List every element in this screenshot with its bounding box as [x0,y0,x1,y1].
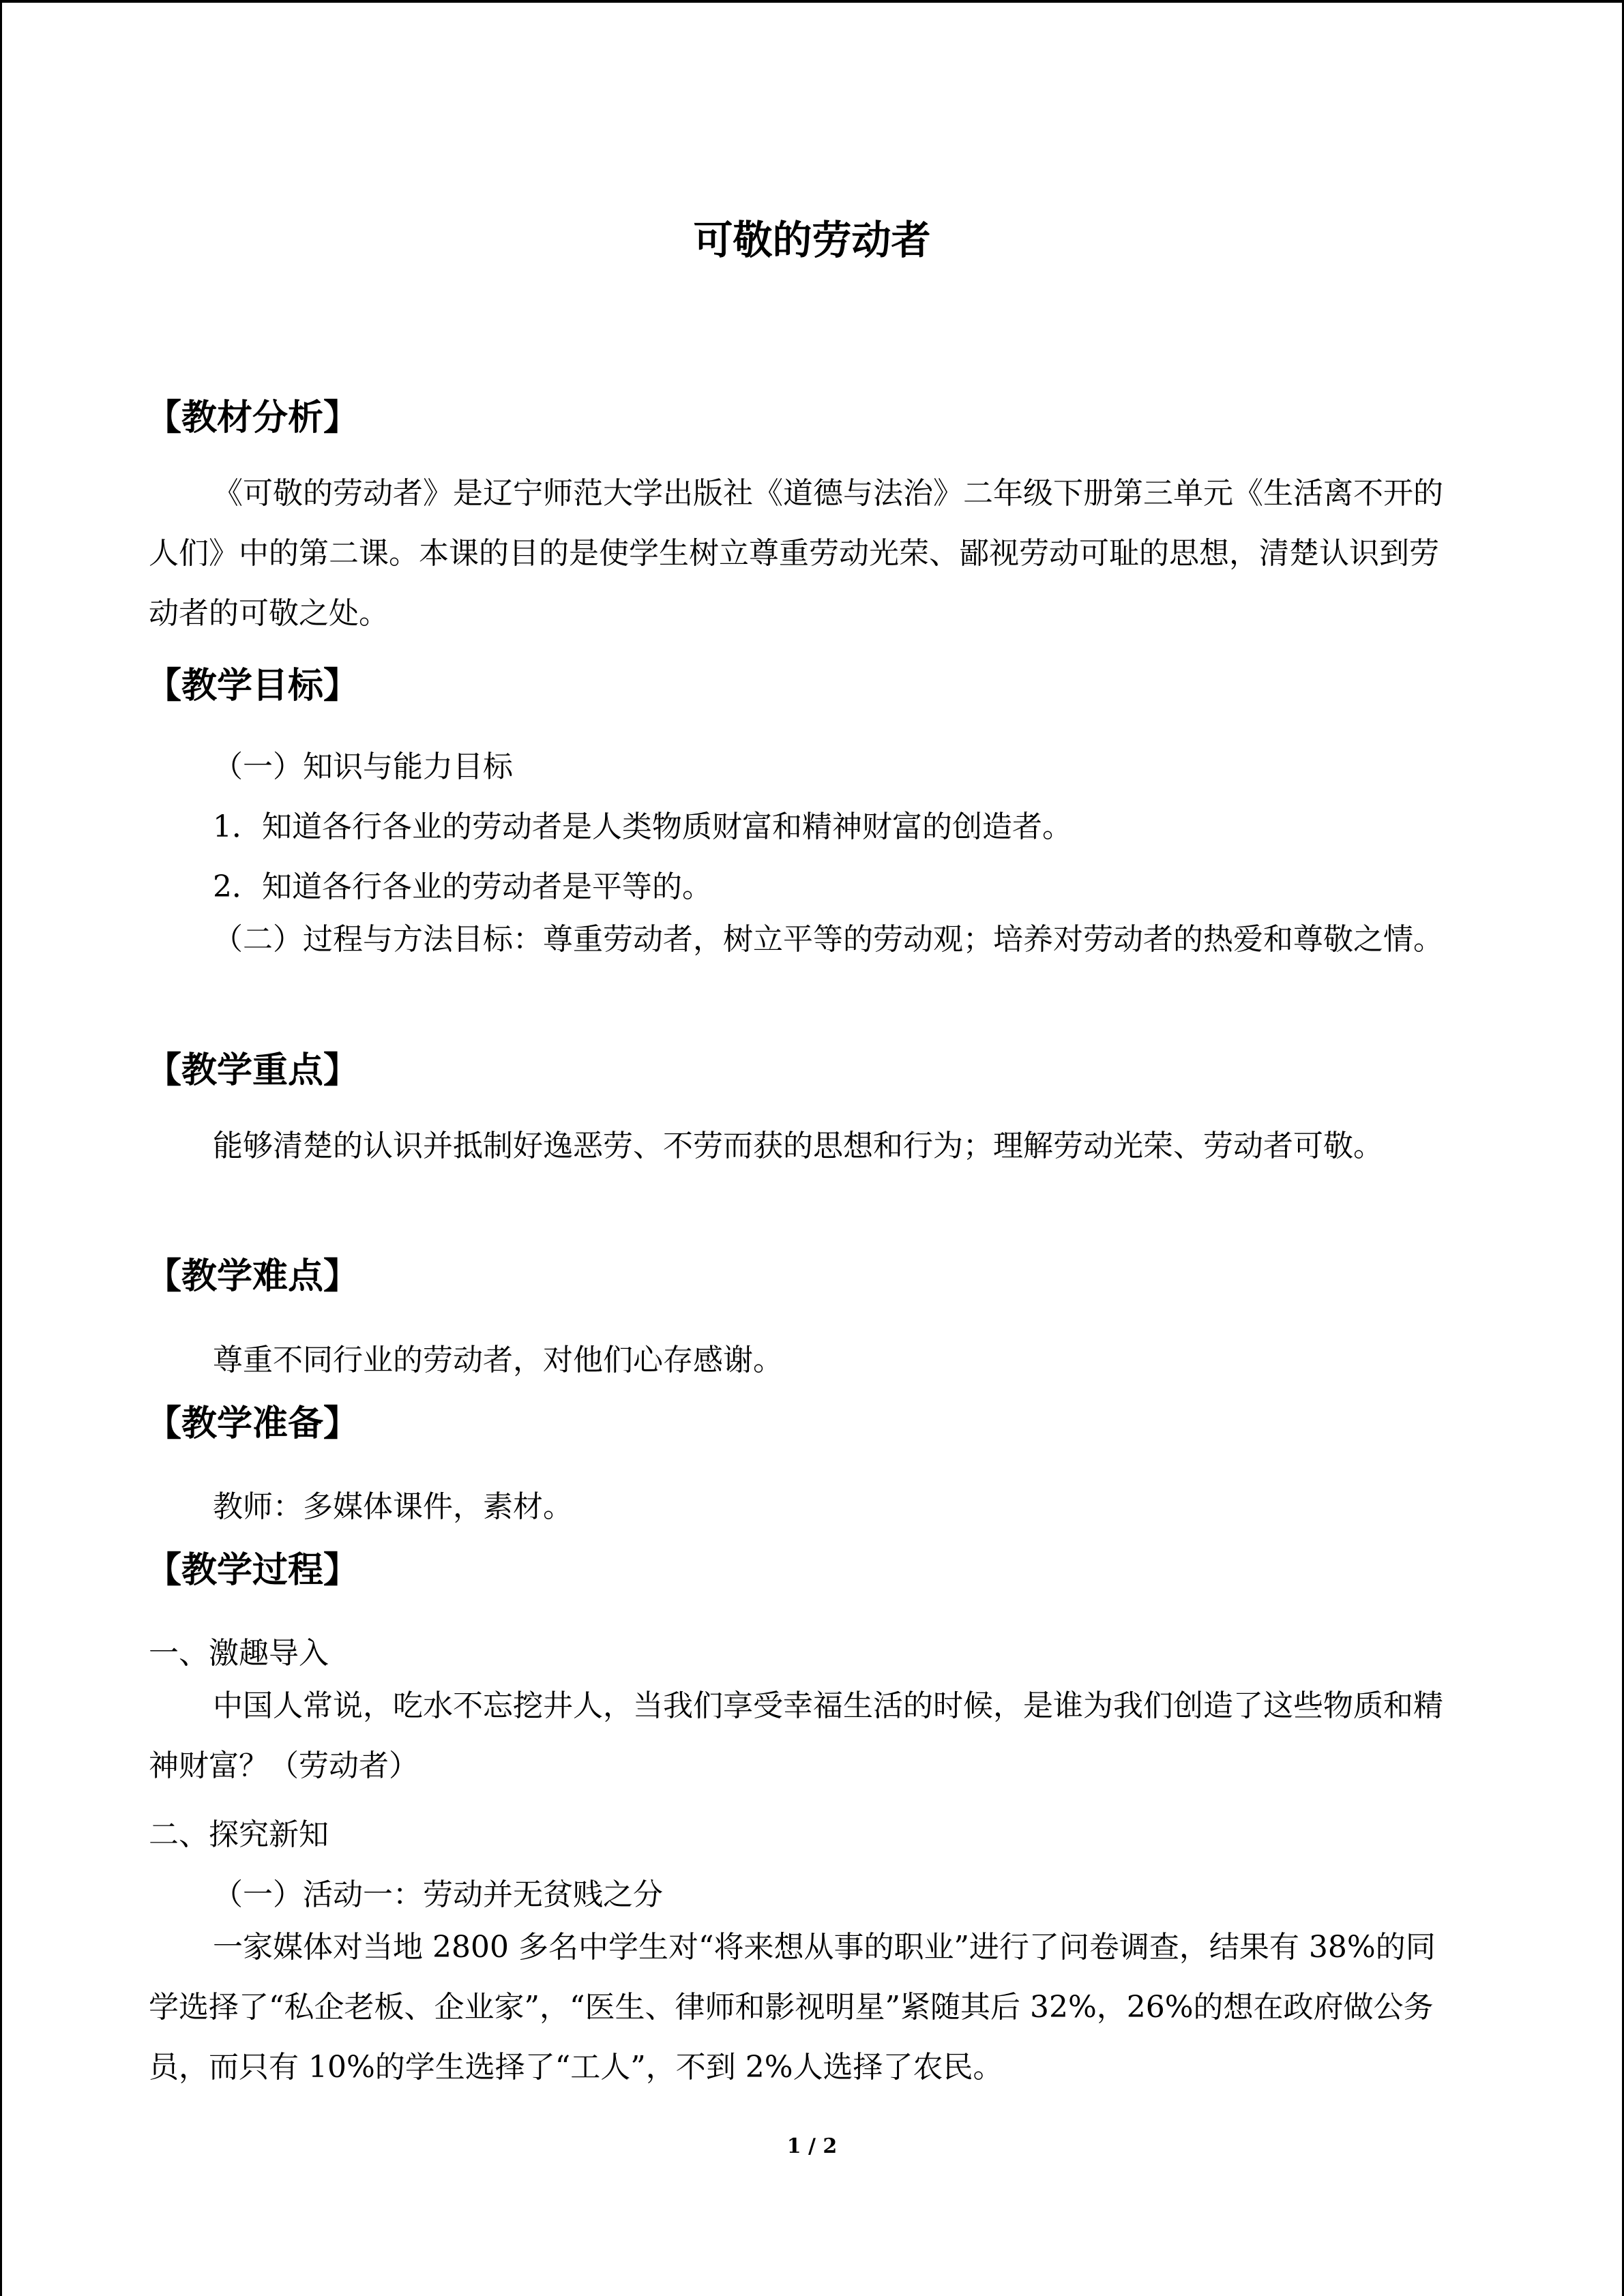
page-left-border [0,0,2,2296]
process-step1-paragraph: 中国人常说，吃水不忘挖井人，当我们享受幸福生活的时候，是谁为我们创造了这些物质和精神财富？（劳动者） [149,1688,1443,1783]
process-step1: 一、激趣导入 [149,1636,329,1671]
document-title: 可敬的劳动者 [693,217,931,263]
page-number: 1 / 2 [786,2134,838,2158]
goals-item1: 1．知道各行各业的劳动者是人类物质财富和精神财富的创造者。 [213,809,1072,844]
heading-process: 【教学过程】 [146,1549,359,1591]
difficulties-text: 尊重不同行业的劳动者，对他们心存感谢。 [213,1343,783,1377]
preparation-text: 教师：多媒体课件，素材。 [213,1489,573,1524]
analysis-paragraph: 《可敬的劳动者》是辽宁师范大学出版社《道德与法治》二年级下册第三单元《生活离不开的人们》中的第二课。本课的目的是使学生树立尊重劳动光荣、鄙视劳动可耻的思想，清楚认识到劳动者的可敬之处。 [149,476,1443,631]
heading-key-points: 【教学重点】 [146,1049,359,1091]
process-activity1: （一）活动一：劳动并无贫贱之分 [213,1877,663,1912]
key-points-paragraph: 能够清楚的认识并抵制好逸恶劳、不劳而获的思想和行为；理解劳动光荣、劳动者可敬。 [213,1129,1383,1163]
heading-analysis: 【教材分析】 [146,397,359,438]
process-step2: 二、探究新知 [149,1817,329,1852]
goals-sub2: （二）过程与方法目标：尊重劳动者，树立平等的劳动观；培养对劳动者的热爱和尊敬之情。 [213,922,1443,957]
heading-goals: 【教学目标】 [146,665,359,706]
process-activity1-paragraph: 一家媒体对当地 2800 多名中学生对“将来想从事的职业”进行了问卷调查，结果有 38%的同学选择了“私企老板、企业家”，“医生、律师和影视明星”紧随其后 32%，26%的想在政府做公务员，而只有 10%的学生选择了“工人”，不到 2%人选择了农民。 [149,1930,1436,2085]
heading-preparation: 【教学准备】 [146,1403,359,1444]
heading-difficulties: 【教学难点】 [146,1255,359,1297]
goals-item2: 2．知道各行各业的劳动者是平等的。 [213,869,712,904]
goals-sub1: （一）知识与能力目标 [213,749,513,784]
page-top-border [0,0,1624,3]
